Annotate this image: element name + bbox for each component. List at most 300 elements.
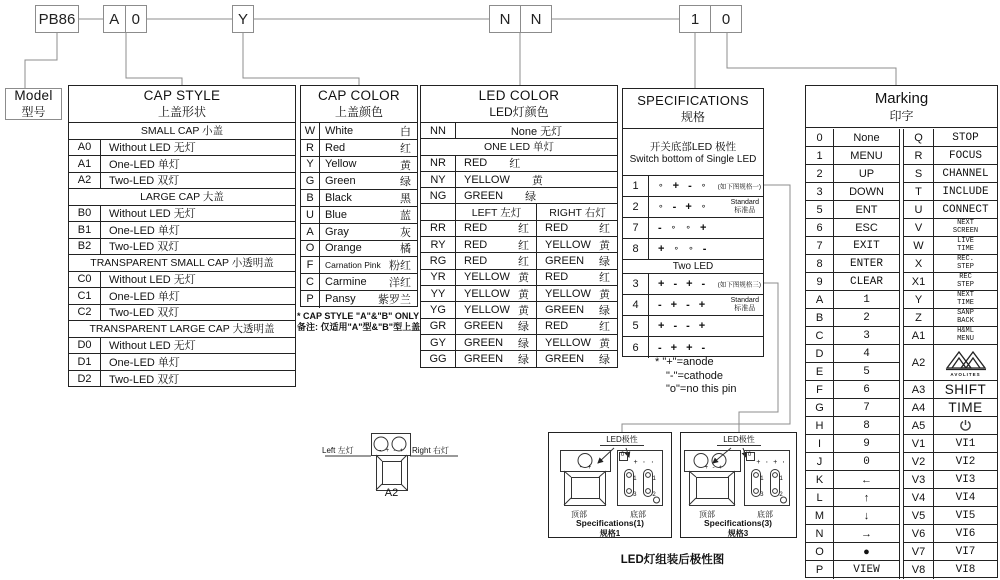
marking-row-9 [806, 273, 899, 291]
code-box-model [35, 5, 79, 33]
led-right-cell [536, 351, 617, 367]
led-color-name: GREEN [464, 320, 504, 333]
marking-value: VI3 [955, 473, 976, 486]
marking-code: 2 [806, 165, 834, 182]
cap-color-code: F [301, 257, 320, 273]
led-right-cell [536, 221, 617, 236]
cap-color-row [301, 173, 417, 190]
marking-row-Q [904, 129, 997, 147]
cap-color-row [301, 207, 417, 224]
marking-code: L [806, 489, 834, 506]
led-color-row [421, 351, 617, 367]
led-left-header: LEFT 左灯 [471, 206, 522, 219]
marking-value: 9 [863, 437, 870, 450]
led-left-cell [456, 221, 536, 236]
marking-code: 7 [806, 237, 834, 254]
led-color-code: RY [421, 237, 456, 252]
spec1-zero-mark: 0 [620, 452, 625, 458]
led-right-cell [536, 335, 617, 350]
led-color-code: GY [421, 335, 456, 350]
marking-value: 2 [863, 311, 870, 324]
cap-style-table [68, 85, 296, 387]
cap-color-row [301, 157, 417, 174]
marking-row-B [806, 309, 899, 327]
spec-pin-marks [649, 320, 705, 332]
cap-color-title-en: CAP COLOR [318, 88, 400, 103]
led-color-name-cn: 黄 [599, 288, 610, 301]
cap-style-row [69, 206, 295, 223]
marking-row-V [904, 219, 997, 237]
marking-row-J [806, 453, 899, 471]
marking-value [934, 345, 997, 380]
marking-left-column [806, 129, 900, 579]
cap-style-label: One-LED 单灯 [109, 224, 180, 237]
code-cell: Y [237, 10, 248, 28]
spec-pin-marks [649, 180, 706, 192]
cap-color-code: U [301, 207, 320, 223]
standard-cn: 标准品 [734, 207, 756, 214]
marking-code: 9 [806, 273, 834, 290]
cap-style-code: D1 [69, 354, 101, 370]
marking-code: 8 [806, 255, 834, 272]
code-box-cap-color [232, 5, 254, 33]
spec-body [623, 176, 763, 358]
spec-row [623, 295, 763, 316]
marking-row-7 [806, 237, 899, 255]
led-right-cell [536, 237, 617, 252]
pin-cathode: - [658, 299, 662, 311]
marking-value: → [861, 527, 872, 540]
marking-title-en: Marking [874, 89, 929, 107]
led-color-name: YELLOW [545, 336, 591, 349]
model-box [5, 88, 62, 120]
pin-anode: + [670, 299, 678, 311]
spec-row-note: (如下图规格一) [717, 183, 761, 191]
spec3-zero-mark: 0 [747, 452, 752, 458]
marking-value: STOP [952, 131, 979, 144]
led-color-name: GREEN [545, 255, 585, 268]
cap-style-label: One-LED 单灯 [109, 290, 180, 303]
marking-code: V5 [904, 507, 934, 524]
led-color-name-cn: 绿 [599, 354, 610, 367]
marking-row-0 [806, 129, 899, 147]
marking-row-H [806, 417, 899, 435]
cap-color-name-cn: 蓝 [400, 209, 411, 222]
led-color-name-cn: 红 [518, 239, 529, 252]
marking-value [934, 237, 997, 254]
marking-value [934, 417, 997, 434]
pin-none: ∘ [688, 243, 694, 253]
cap-style-code: B1 [69, 222, 101, 238]
pin-anode: + [658, 243, 665, 255]
marking-value: VI1 [955, 437, 976, 450]
cap-color-name: Red [325, 141, 346, 154]
spec-code: 1 [623, 176, 649, 196]
spec-legend-line: "-"=cathode [666, 369, 724, 382]
marking-value: 7 [863, 401, 870, 414]
pin-numbers-top: 1 1 [760, 475, 783, 482]
cap-color-table [300, 85, 418, 307]
marking-value: 1 [863, 293, 870, 306]
led-left-cell [456, 302, 536, 317]
marking-code: J [806, 453, 834, 470]
marking-code: V4 [904, 489, 934, 506]
led-color-label [456, 172, 617, 187]
led-color-name-cn: 红 [599, 321, 610, 334]
cap-color-code: G [301, 173, 320, 189]
marking-value: CONNECT [942, 203, 989, 216]
led-color-name: GREEN [464, 189, 504, 202]
pin-anode: + [698, 320, 706, 332]
pin-anode: + [672, 180, 680, 192]
marking-value-line: REC [959, 273, 972, 281]
led-color-name-cn: 黄 [599, 337, 610, 350]
code-box-cap-style [103, 5, 147, 33]
marking-code: G [806, 399, 834, 416]
marking-value: VI4 [955, 491, 976, 504]
code-cell-model: PB86 [38, 10, 76, 28]
marking-value: ↓ [863, 509, 870, 522]
pin-cathode: - [658, 341, 662, 354]
marking-value: CLEAR [849, 275, 883, 288]
marking-row-L [806, 489, 899, 507]
avolites-logo-text: AVOLITES [950, 371, 981, 377]
marking-value: ● [863, 545, 870, 558]
a2-right-label: Right 右灯 [412, 446, 449, 455]
cap-color-row [301, 190, 417, 207]
spec-pin-marks [649, 278, 705, 290]
a2-polarity-marks: - + - + [378, 447, 404, 454]
cap-color-note-line2: 备注: 仅适用"A"型&"B"型上盖 [297, 322, 421, 332]
cap-color-name-cn: 洋红 [389, 277, 411, 290]
marking-right-column [903, 129, 997, 579]
led-color-label: None 无灯 [510, 125, 563, 138]
marking-value [934, 219, 997, 236]
cap-style-label: Without LED 无灯 [109, 208, 196, 221]
led-color-name: RED [464, 222, 488, 235]
marking-code: F [806, 381, 834, 398]
ordering-code-connectors [25, 19, 896, 88]
led-color-code: RR [421, 221, 456, 236]
marking-row-A5 [904, 417, 997, 435]
marking-row-Z [904, 309, 997, 327]
led-color-code: YY [421, 286, 456, 301]
cap-color-name: Green [325, 175, 356, 188]
marking-row-N [806, 525, 899, 543]
marking-row-A [806, 291, 899, 309]
marking-code: M [806, 507, 834, 524]
marking-row-G [806, 399, 899, 417]
marking-value: INCLUDE [942, 185, 989, 198]
led-color-row [421, 270, 617, 286]
cap-style-code: A0 [69, 140, 101, 156]
led-color-title-cn: LED灯颜色 [489, 105, 549, 119]
marking-table [805, 85, 998, 578]
cap-color-row [301, 291, 417, 308]
marking-value: FOCUS [948, 149, 982, 162]
cap-color-code: Y [301, 157, 320, 173]
pin-cathode: - [686, 320, 690, 332]
led-color-name-cn: 绿 [599, 256, 610, 269]
marking-row-S [904, 165, 997, 183]
marking-code: A4 [904, 399, 934, 416]
led-color-row [421, 302, 617, 318]
cap-color-code: P [301, 291, 320, 308]
spec3-bottom-caption: 底部 [757, 510, 773, 519]
marking-value-line: TIME [957, 244, 974, 253]
cap-color-note-line1: * CAP STYLE "A"&"B" ONLY [297, 311, 420, 321]
cap-style-label: Without LED 无灯 [109, 340, 196, 353]
cap-color-code: W [301, 123, 320, 139]
spec-legend-line: * "+"=anode [655, 356, 714, 368]
spec3-top-caption: 顶部 [699, 510, 715, 519]
marking-row-V4 [904, 489, 997, 507]
pin-none: ∘ [685, 222, 691, 232]
marking-row-I [806, 435, 899, 453]
led-color-label [456, 188, 617, 203]
marking-value-line: STEP [957, 262, 974, 271]
pin-cathode: - [686, 299, 690, 311]
led-color-name-cn: 黄 [518, 272, 529, 285]
spec-code: 8 [623, 239, 649, 259]
cap-color-name: Carnation Pink [325, 260, 381, 271]
cap-style-section-header: SMALL CAP 小盖 [69, 123, 295, 140]
led-color-name-cn: 绿 [518, 354, 529, 367]
marking-value-line: MENU [957, 334, 974, 343]
marking-value [934, 327, 997, 344]
led-color-name: RED [464, 255, 488, 268]
spec-two-led-header: Two LED [623, 260, 763, 274]
marking-code: H [806, 417, 834, 434]
led-right-cell [536, 302, 617, 317]
cap-style-label: One-LED 单灯 [109, 158, 180, 171]
marking-value: EXIT [853, 239, 880, 252]
cap-style-code: C2 [69, 305, 101, 321]
marking-row-A2 [904, 345, 997, 381]
marking-code: E [806, 363, 834, 380]
led-color-code: NY [421, 172, 456, 187]
led-color-name: RED [464, 157, 488, 170]
marking-code: X [904, 255, 934, 272]
marking-row-O [806, 543, 899, 561]
cap-style-row [69, 371, 295, 388]
spec1-pin-numbers [633, 471, 656, 503]
led-color-one-led-header: ONE LED 单灯 [421, 139, 617, 155]
code-box-led-color [489, 5, 552, 33]
led-color-body [421, 123, 617, 367]
pin-none: ∘ [673, 243, 680, 253]
spec-standard-note [731, 199, 759, 215]
marking-value-line: SCREEN [952, 226, 979, 235]
marking-code: W [904, 237, 934, 254]
marking-value: ← [861, 473, 872, 486]
marking-code: V8 [904, 561, 934, 579]
cap-style-row [69, 156, 295, 173]
cap-color-code: R [301, 140, 320, 156]
marking-value: ESC [855, 221, 878, 234]
marking-row-3 [806, 183, 899, 201]
cap-color-note [297, 311, 423, 333]
cap-style-row [69, 272, 295, 289]
marking-code: A1 [904, 327, 934, 344]
marking-row-M [806, 507, 899, 525]
cap-color-name-cn: 黑 [400, 193, 411, 206]
marking-value: 5 [863, 365, 870, 378]
cap-style-label: Two-LED 双灯 [109, 175, 180, 188]
power-icon [959, 419, 972, 432]
cap-color-name-cn: 白 [400, 125, 411, 138]
spec-row [623, 316, 763, 337]
led-color-name: GREEN [545, 353, 585, 366]
cap-style-code: A1 [69, 156, 101, 172]
marking-row-2 [806, 165, 899, 183]
spec-standard-note [731, 297, 759, 313]
led-color-row [421, 172, 617, 188]
marking-code: Z [904, 309, 934, 326]
marking-row-V5 [904, 507, 997, 525]
marking-code: V1 [904, 435, 934, 452]
spec-row [623, 176, 763, 197]
led-color-name-cn: 绿 [518, 321, 529, 334]
marking-value: VI6 [955, 527, 976, 540]
spec-row-note: (如下图规格三) [717, 281, 761, 289]
marking-code: I [806, 435, 834, 452]
marking-value: VIEW [853, 564, 880, 576]
cap-color-row [301, 241, 417, 258]
pin-cathode: - [701, 341, 706, 354]
marking-value-line: BACK [957, 316, 974, 325]
cap-style-row [69, 305, 295, 322]
marking-row-A1 [904, 327, 997, 345]
marking-value-line: NEXT [957, 219, 974, 227]
led-right-header: RIGHT 右灯 [536, 204, 617, 219]
pin-anode: + [685, 201, 692, 213]
marking-row-F [806, 381, 899, 399]
a2-caption: A2 [384, 487, 399, 499]
spec3-base-marks: + · + · [756, 459, 786, 467]
code-cell: 0 [125, 6, 147, 32]
marking-row-V8 [904, 561, 997, 579]
pin-numbers-bottom: 3 2 [633, 491, 656, 498]
marking-value-line: TIME [957, 298, 974, 307]
cap-color-name: Yellow [325, 158, 357, 171]
standard-cn: 标准品 [734, 305, 756, 312]
marking-row-A4 [904, 399, 997, 417]
led-color-name: RED [545, 271, 569, 284]
marking-code: X1 [904, 273, 934, 290]
cap-style-row [69, 173, 295, 190]
code-cell: 1 [690, 10, 700, 28]
cap-style-label: Two-LED 双灯 [109, 373, 180, 386]
marking-code: Q [904, 129, 934, 146]
led-color-code: RG [421, 253, 456, 268]
cap-style-code: B0 [69, 206, 101, 222]
led-right-cell [536, 253, 617, 268]
spec-pin-marks [649, 222, 706, 234]
cap-style-label: Two-LED 双灯 [109, 241, 180, 254]
spec-row [623, 274, 763, 295]
cap-color-name-cn: 粉红 [389, 260, 411, 273]
cap-color-title-cn: 上盖颜色 [334, 105, 383, 119]
led-color-name-cn: 红 [599, 223, 610, 236]
led-color-title-en: LED COLOR [478, 88, 560, 103]
led-right-cell [536, 286, 617, 301]
marking-code: O [806, 543, 834, 560]
marking-value: UP [858, 167, 875, 180]
spec3-title: Specifications(3) [703, 518, 773, 528]
model-label-en: Model [14, 88, 53, 103]
led-color-name: YELLOW [464, 287, 510, 300]
marking-value: VI2 [955, 455, 976, 468]
marking-value: None [853, 131, 880, 144]
cap-style-code: C0 [69, 272, 101, 288]
marking-code: 6 [806, 219, 834, 236]
led-color-row [421, 237, 617, 253]
marking-row-D [806, 345, 899, 363]
marking-value-line: NEXT [957, 291, 974, 299]
spec1-top-caption: 顶部 [571, 510, 587, 519]
cap-color-name: Gray [325, 225, 349, 238]
marking-code: N [806, 525, 834, 542]
spec-code: 3 [623, 274, 649, 294]
led-left-cell [456, 335, 536, 350]
led-color-name: GREEN [545, 303, 585, 316]
spec-row [623, 239, 763, 260]
marking-code: 0 [806, 129, 834, 146]
marking-title-cn: 印字 [889, 108, 914, 123]
led-polarity-label-2: LED极性 [717, 434, 761, 446]
marking-code: A5 [904, 417, 934, 434]
led-right-cell [536, 270, 617, 285]
marking-code: V6 [904, 525, 934, 542]
led-color-name-cn: 红 [509, 158, 521, 171]
cap-color-name: Carmine [325, 276, 367, 289]
cap-style-row [69, 222, 295, 239]
marking-value: 6 [863, 383, 870, 396]
marking-value: 0 [863, 455, 870, 468]
led-color-name-cn: 黄 [518, 304, 529, 317]
spec1-title: Specifications(1) [575, 518, 645, 528]
pin-numbers-top: 1 1 [633, 475, 656, 482]
led-left-cell [456, 270, 536, 285]
marking-code: A2 [904, 345, 934, 380]
marking-row-A3 [904, 381, 997, 399]
marking-code: D [806, 345, 834, 362]
marking-value [934, 273, 997, 290]
marking-row-T [904, 183, 997, 201]
cap-style-code: D0 [69, 338, 101, 354]
pin-cathode: - [688, 180, 692, 192]
marking-value [934, 309, 997, 326]
led-color-row [421, 156, 617, 172]
spec-legend [655, 356, 770, 397]
cap-style-row [69, 338, 295, 355]
marking-row-V2 [904, 453, 997, 471]
led-color-name-cn: 红 [518, 256, 529, 269]
pin-cathode: - [701, 278, 706, 290]
marking-row-X1 [904, 273, 997, 291]
code-cell: 0 [710, 6, 741, 32]
marking-value [934, 255, 997, 272]
code-box-specifications [679, 5, 742, 33]
marking-code: C [806, 327, 834, 344]
led-color-row [421, 286, 617, 302]
led-color-name-cn: 红 [599, 272, 610, 285]
marking-code: T [904, 183, 934, 200]
led-color-name: RED [545, 320, 569, 333]
marking-value: 8 [863, 419, 870, 432]
led-color-name: YELLOW [464, 303, 510, 316]
